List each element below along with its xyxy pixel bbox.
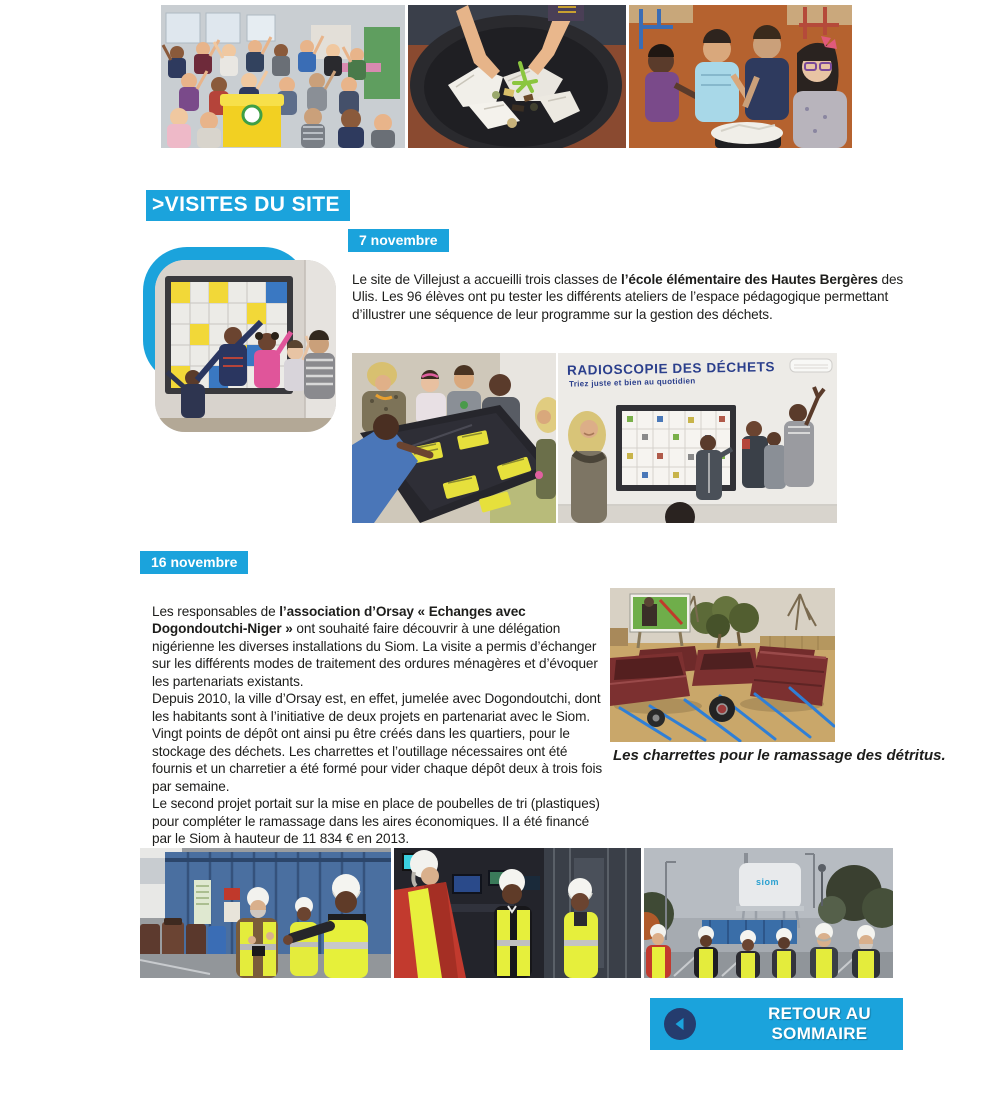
yellow-sorting-bin <box>220 94 284 147</box>
container-visit-illustration <box>140 848 391 978</box>
photo-children-around-table <box>629 5 852 148</box>
children-table-illustration <box>629 5 852 148</box>
woman-right-edge <box>535 397 556 499</box>
back-to-summary-button[interactable] <box>650 998 903 1050</box>
wall-text-subtitle: Triez juste et bien au quotidien <box>568 376 696 389</box>
photo-caption: Les charrettes pour le ramassage des détritus. <box>613 747 946 764</box>
paragraph-7-november: Le site de Villejust a accueilli trois classes de l’école élémentaire des Hautes Bergères des Ulis. Les 96 élèves ont pu tester les différents ateliers de l’espace pédagogique permettant d’illustrer une séquence de leur programme sur la gestion des déchets. <box>352 271 904 322</box>
photo-children-dab-pose-board <box>155 260 336 432</box>
photo-visit-container <box>140 848 391 978</box>
charrettes-illustration <box>610 588 835 742</box>
photo-group-siom-site <box>644 848 893 978</box>
wall-text-title: RADIOSCOPIE DES DÉCHETS <box>566 359 776 378</box>
dab-pose-illustration <box>155 260 336 432</box>
photo-charrettes <box>610 588 835 742</box>
siom-building-logo: siom <box>756 877 780 887</box>
section-title: >VISITES DU SITE <box>146 190 350 221</box>
photo-radioscopie-wall <box>558 353 837 523</box>
classroom-illustration <box>161 5 405 148</box>
back-button-label: RETOUR AU SOMMAIRE <box>768 1004 871 1043</box>
waste-bin-illustration <box>408 5 626 148</box>
control-room-illustration <box>394 848 641 978</box>
paragraph-16-november: Les responsables de l’association d’Orsay « Echanges avec Dogondoutchi-Niger » ont souhaité faire découvrir à une délégation nigérienne les diverses installations du Siom. La visite a permis d’échanger sur les différents modes de traitement des ordures ménagères et d’évoquer les partenariats existants. Depuis 2010, la ville d’Orsay est, en effet, jumelée avec Dogondoutchi, dont les habitants sont à l’initiative de deux projets en partenariat avec le Siom. Vingt points de dépôt ont ainsi pu être créés dans les quartiers, pour le stockage des déchets. Les charrettes et l’outillage nécessaires ont été fournis et un charretier a été formé pour vider chaque dépôt deux à trois fois par semaine. Le second projet portait sur la mise en place de poubelles de tri (plastiques) pour compléter le ramassage dans les aires économiques. Il a été financé par le Siom à hauteur de 11 834 € en 2013. <box>152 603 603 847</box>
date-badge-16-november: 16 novembre <box>140 551 248 574</box>
interactive-table-illustration <box>352 353 556 523</box>
photo-waste-sorting-bin <box>408 5 626 148</box>
photo-visit-control-room <box>394 848 641 978</box>
back-arrow-icon <box>664 1008 696 1040</box>
photo-interactive-table <box>352 353 556 523</box>
woman-blonde-left <box>568 411 607 523</box>
siom-group-illustration <box>644 848 893 978</box>
date-badge-7-november: 7 novembre <box>348 229 449 252</box>
photo-classroom-children-cheering <box>161 5 405 148</box>
